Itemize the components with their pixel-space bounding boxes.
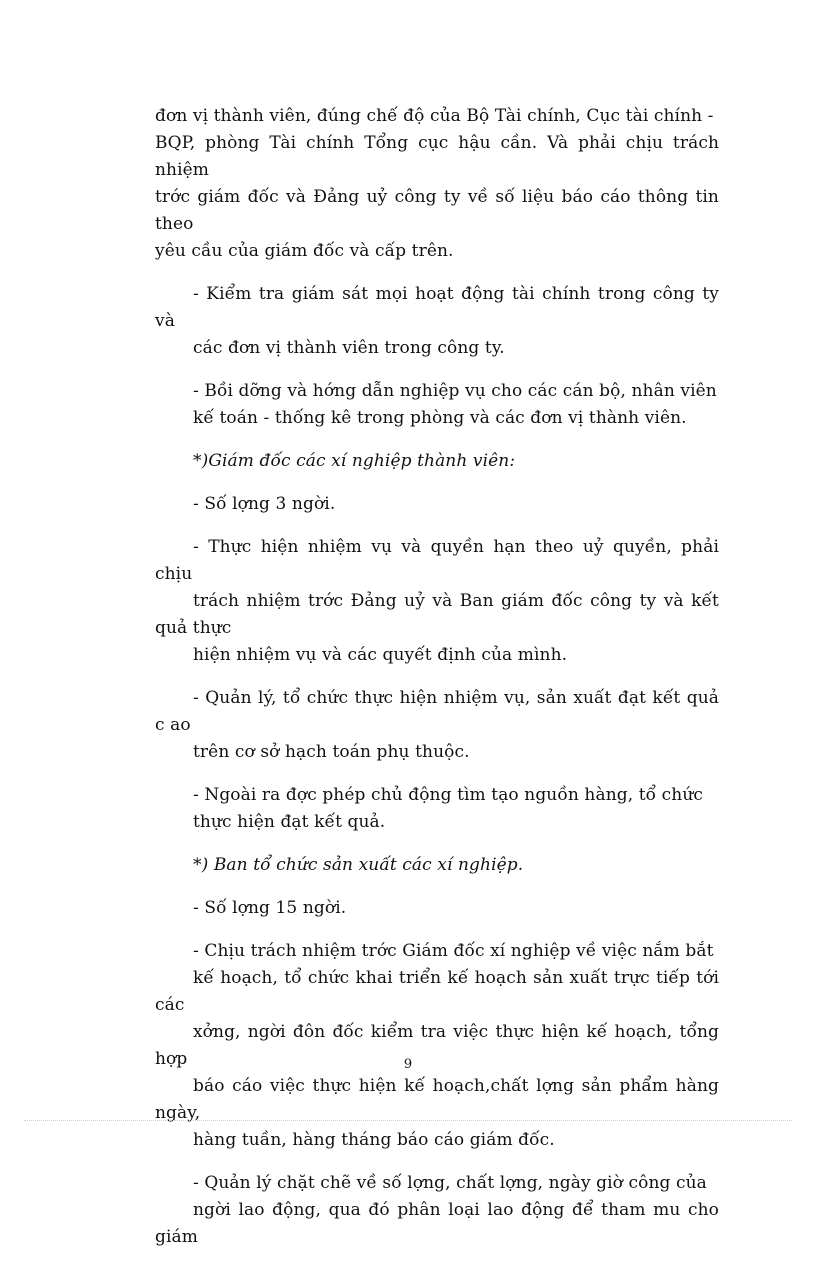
paragraph-p11: [155, 938, 719, 1154]
text-line: - Quản lý, tổ chức thực hiện nhiệm vụ, sản xuất đạt kết quả c ao: [155, 688, 719, 735]
page-number: 9: [403, 1057, 413, 1072]
text-line: - Số lợng 15 ngời.: [193, 898, 347, 918]
text-line: báo cáo việc thực hiện kế hoạch,chất lợng sản phẩm hàng ngày,: [155, 1076, 719, 1123]
paragraph-p9: [155, 852, 719, 879]
text-line: kế toán - thống kê trong phòng và các đơn vị thành viên.: [193, 408, 687, 428]
paragraph-p1: [155, 103, 719, 265]
paragraph-p10: [155, 895, 719, 922]
text-line: *) Ban tổ chức sản xuất các xí nghiệp.: [193, 855, 524, 875]
text-line: thực hiện đạt kết quả.: [193, 812, 386, 832]
text-line: đơn vị thành viên, đúng chế độ của Bộ Tài chính, Cục tài chính -: [155, 106, 714, 126]
text-line: kế hoạch, tổ chức khai triển kế hoạch sản xuất trực tiếp tới các: [155, 968, 719, 1015]
text-line: - Thực hiện nhiệm vụ và quyền hạn theo uỷ quyền, phải chịu: [155, 537, 719, 584]
text-line: hiện nhiệm vụ và các quyết định của mình.: [193, 645, 568, 665]
text-line: BQP, phòng Tài chính Tổng cục hậu cần. Và phải chịu trách nhiệm: [155, 133, 719, 180]
text-line: trớc giám đốc và Đảng uỷ công ty về số liệu báo cáo thông tin theo: [155, 187, 719, 234]
text-line: - Bồi dỡng và hớng dẫn nghiệp vụ cho các cán bộ, nhân viên: [193, 381, 717, 401]
paragraph-p6: [155, 534, 719, 669]
text-line: trên cơ sở hạch toán phụ thuộc.: [193, 742, 470, 762]
text-line: *)Giám đốc các xí nghiệp thành viên:: [193, 451, 516, 471]
text-line: xởng, ngời đôn đốc kiểm tra việc thực hiện kế hoạch, tổng hợp: [155, 1022, 719, 1069]
text-line: - Kiểm tra giám sát mọi hoạt động tài chính trong công ty và: [155, 284, 719, 331]
text-line: - Số lợng 3 ngời.: [193, 494, 336, 514]
paragraph-p5: [155, 491, 719, 518]
text-line: - Chịu trách nhiệm trớc Giám đốc xí nghiệp về việc nắm bắt: [193, 941, 714, 961]
paragraph-p4: [155, 448, 719, 475]
paragraph-p3: [155, 378, 719, 432]
text-line: ngời lao động, qua đó phân loại lao động để tham mu cho giám: [155, 1200, 719, 1247]
text-line: các đơn vị thành viên trong công ty.: [193, 338, 505, 358]
paragraph-p7: [155, 685, 719, 766]
paragraph-p8: [155, 782, 719, 836]
footer-divider: [24, 1120, 792, 1121]
paragraph-p2: [155, 281, 719, 362]
paragraph-p12: [155, 1170, 719, 1251]
text-line: - Ngoài ra đợc phép chủ động tìm tạo nguồn hàng, tổ chức: [193, 785, 704, 805]
text-line: trách nhiệm trớc Đảng uỷ và Ban giám đốc công ty và kết quả thực: [155, 591, 719, 638]
text-line: - Quản lý chặt chẽ về số lợng, chất lợng, ngày giờ công của: [193, 1173, 707, 1193]
document-body: [155, 103, 719, 1267]
text-line: yêu cầu của giám đốc và cấp trên.: [155, 241, 454, 261]
text-line: hàng tuần, hàng tháng báo cáo giám đốc.: [193, 1130, 555, 1150]
